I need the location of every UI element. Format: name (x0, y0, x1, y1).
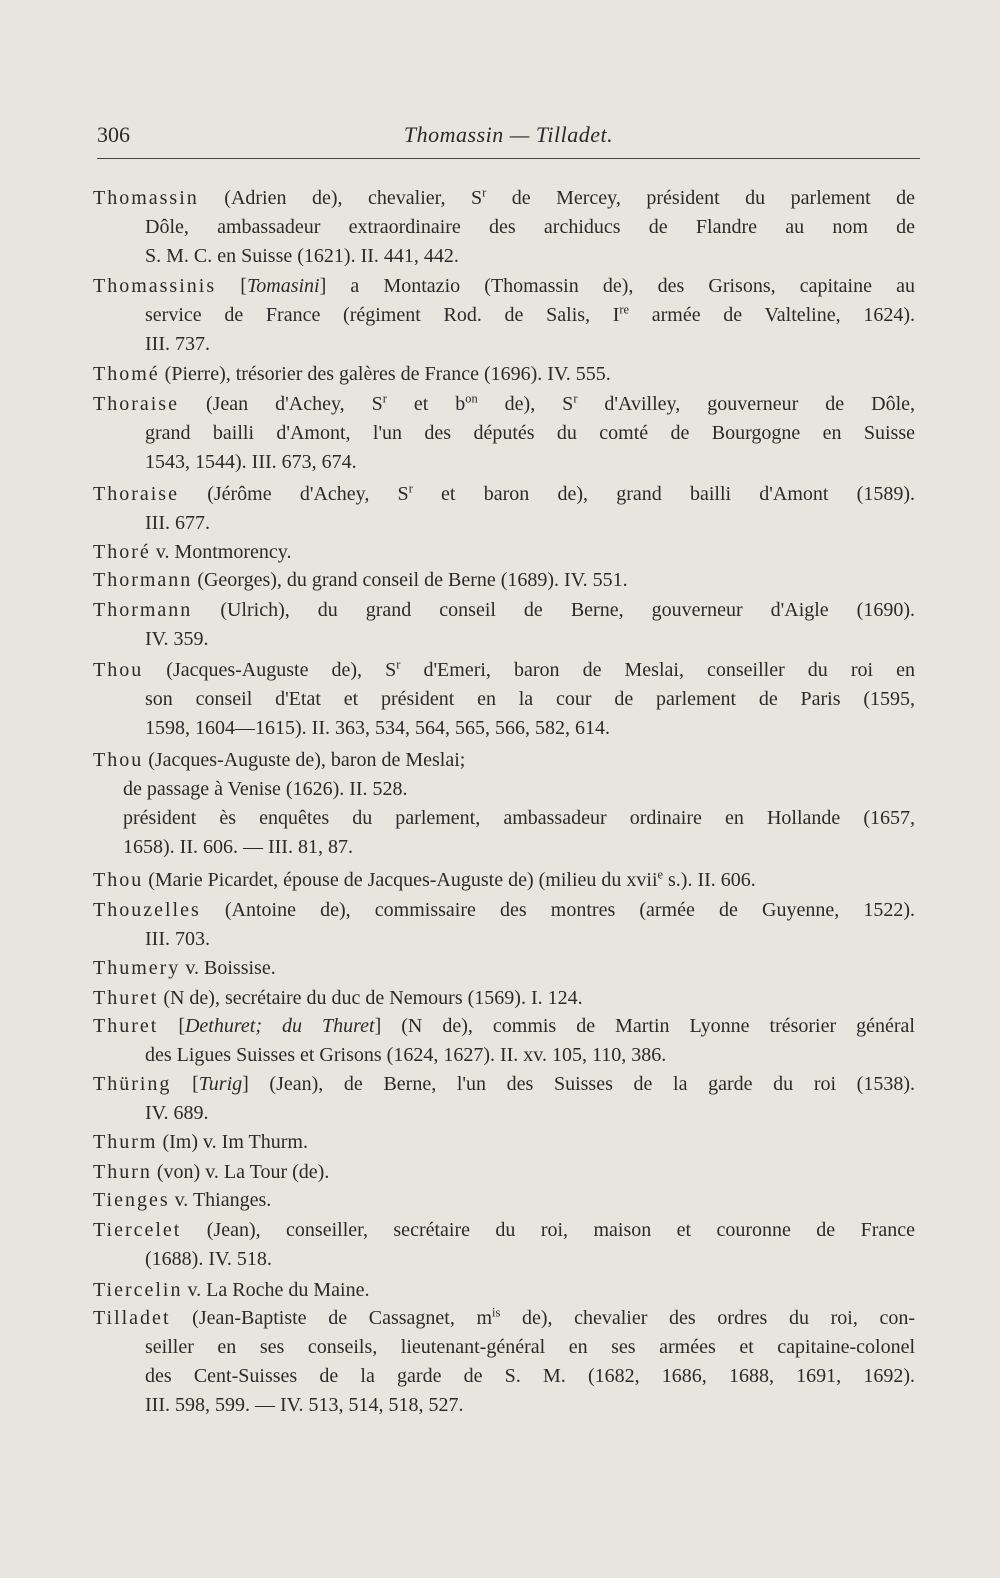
entry-text: (von) v. La Tour (de). (156, 1161, 330, 1183)
running-title: Thomassin — Tilladet. (403, 122, 614, 147)
entry-name: Thomé (93, 363, 160, 385)
entry-text: IV. 689. (145, 1102, 209, 1124)
entry-line (93, 625, 915, 654)
page-number: 306 (97, 122, 130, 147)
entry-line (93, 833, 915, 862)
entry-line (93, 1216, 915, 1245)
index-entry (93, 1276, 453, 1305)
entry-name: Thurn (93, 1161, 152, 1183)
entry-line (93, 1158, 413, 1187)
entry-line (93, 448, 915, 477)
index-entry (93, 896, 915, 954)
entry-text: (Georges), du grand conseil de Berne (1689). IV. 551. (197, 569, 628, 591)
entry-text: (N de), secrétaire du duc de Nemours (1569). I. 124. (163, 987, 583, 1009)
entry-line (93, 1333, 915, 1362)
entry-text: (Marie Picardet, épouse de Jacques-Auguste de) (milieu du xvii$^e$ s.). II. 606. (148, 867, 756, 891)
entry-text: (Jacques-Auguste de), $S^r$ d'Emeri, baron de Meslai, conseiller du roi en (166, 657, 916, 681)
entry-name: Thou (93, 749, 144, 771)
entry-line (93, 566, 793, 595)
entry-text: (Jean d'Achey, $S^r$ et $b^{on}$ de), $S^r$ d'Avilley, gouverneur de Dôle, (205, 391, 916, 415)
index-entry (93, 596, 915, 654)
entry-line (93, 1041, 915, 1070)
entry-text: III. 737. (145, 333, 210, 355)
entry-text: président ès enquêtes du parlement, ambassadeur ordinaire en Hollande (1657, (123, 807, 915, 829)
entry-text: son conseil d'Etat et président en la cour de parlement de Paris (1595, (145, 688, 915, 710)
entry-text: v. La Roche du Maine. (187, 1279, 370, 1301)
entry-line (93, 1128, 393, 1157)
entry-text: (Im) v. Im Thurm. (162, 1131, 308, 1153)
entry-text: seiller en ses conseils, lieutenant-général en ses armées et capitaine-colonel (145, 1336, 915, 1358)
entry-name: Thouzelles (93, 899, 201, 921)
entry-name: Tiercelin (93, 1279, 183, 1301)
entry-name: Thomassinis (93, 275, 217, 297)
index-entry (93, 360, 773, 389)
index-entry (93, 746, 915, 862)
index-entry (93, 656, 915, 743)
entry-text: v. Montmorency. (155, 541, 292, 563)
entry-line (93, 419, 915, 448)
entry-name: Thüring (93, 1073, 172, 1095)
index-entry (93, 1216, 915, 1274)
entry-line (93, 1099, 915, 1128)
entry-line (93, 1276, 453, 1305)
entry-text: IV. 359. (145, 628, 209, 650)
entry-line (93, 596, 915, 625)
entry-name: Thou (93, 869, 144, 891)
entry-text: [Tomasini] a Montazio (Thomassin de), des Grisons, capitaine au (240, 275, 916, 297)
entry-line (93, 775, 915, 804)
entry-line (93, 1304, 915, 1333)
entry-line (93, 1245, 915, 1274)
page-header (97, 118, 920, 159)
entry-line (93, 1391, 915, 1420)
entry-line (93, 714, 915, 743)
entry-name: Thomassin (93, 187, 199, 209)
entry-name: Thoraise (93, 393, 179, 415)
entry-text: III. 703. (145, 928, 210, 950)
entry-line (93, 301, 915, 330)
entry-text: 1658). II. 606. — III. 81, 87. (123, 836, 353, 858)
entry-text: de passage à Venise (1626). II. 528. (123, 778, 408, 800)
entry-text: Dôle, ambassadeur extraordinaire des archiducs de Flandre au nom de (145, 216, 915, 238)
entry-line (93, 804, 915, 833)
index-entry (93, 1158, 413, 1187)
entry-line (93, 1186, 393, 1215)
entry-name: Tilladet (93, 1307, 171, 1329)
entry-name: Thumery (93, 957, 181, 979)
index-entry (93, 1070, 915, 1128)
index-entry (93, 984, 773, 1013)
entry-text: service de France (régiment Rod. de Salis, Ire armée de Valteline, 1624). (145, 302, 915, 326)
entry-text: (Jacques-Auguste de), baron de Meslai; (148, 749, 466, 771)
entry-text: (1688). IV. 518. (145, 1248, 272, 1270)
entry-text: III. 598, 599. — IV. 513, 514, 518, 527. (145, 1394, 464, 1416)
entry-line (93, 866, 915, 895)
entry-text: (Jean), conseiller, secrétaire du roi, maison et couronne de France (206, 1219, 916, 1241)
entry-name: Thormann (93, 599, 193, 621)
index-entry (93, 1012, 915, 1070)
entry-text: (Antoine de), commissaire des montres (armée de Guyenne, 1522). (224, 899, 915, 921)
entry-line (93, 538, 393, 567)
entry-text: v. Thianges. (174, 1189, 272, 1211)
entry-name: Thou (93, 659, 144, 681)
index-entry (93, 1186, 393, 1215)
entry-line (93, 360, 773, 389)
entry-text: des Ligues Suisses et Grisons (1624, 1627). II. xv. 105, 110, 386. (145, 1044, 667, 1066)
index-entry (93, 954, 393, 983)
entry-text: 1598, 1604—1615). II. 363, 534, 564, 565, 566, 582, 614. (145, 717, 610, 739)
index-entry (93, 272, 915, 359)
entry-name: Thoré (93, 541, 151, 563)
entry-name: Tiercelet (93, 1219, 182, 1241)
index-entry (93, 538, 393, 567)
entry-text: (Ulrich), du grand conseil de Berne, gouverneur d'Aigle (1690). (220, 599, 916, 621)
entry-name: Thormann (93, 569, 193, 591)
index-entry (93, 1128, 393, 1157)
entry-line (93, 954, 393, 983)
entry-name: Thurm (93, 1131, 158, 1153)
entry-line (93, 330, 915, 359)
entry-line (93, 1070, 915, 1099)
entry-line (93, 272, 915, 301)
index-entry (93, 566, 793, 595)
index-entry (93, 390, 915, 477)
index-entry (93, 1304, 915, 1420)
entry-text: des Cent-Suisses de la garde de S. M. (1682, 1686, 1688, 1691, 1692). (145, 1365, 915, 1387)
entry-line (93, 509, 915, 538)
entry-text: [Dethuret; du Thuret] (N de), commis de Martin Lyonne trésorier général (178, 1015, 915, 1037)
entry-text: (Pierre), trésorier des galères de France (1696). IV. 555. (164, 363, 611, 385)
entry-name: Thoraise (93, 483, 179, 505)
entry-line (93, 746, 915, 775)
entry-text: III. 677. (145, 512, 210, 534)
entry-text: S. M. C. en Suisse (1621). II. 441, 442. (145, 245, 459, 267)
entry-name: Tienges (93, 1189, 170, 1211)
entry-line (93, 1012, 915, 1041)
entry-line (93, 184, 915, 213)
entry-line (93, 390, 915, 419)
entry-name: Thuret (93, 1015, 159, 1037)
entry-line (93, 656, 915, 685)
entry-text: (Jean-Baptiste de Cassagnet, $m^{is}$ de), chevalier des ordres du roi, con- (192, 1305, 916, 1329)
entry-line (93, 896, 915, 925)
entry-line (93, 685, 915, 714)
entry-text: (Adrien de), chevalier, $S^r$ de Mercey, président du parlement de (224, 185, 916, 209)
entry-line (93, 213, 915, 242)
entry-line (93, 984, 773, 1013)
entry-text: v. Boissise. (185, 957, 276, 979)
entry-line (93, 242, 915, 271)
index-entry (93, 184, 915, 271)
entry-line (93, 1362, 915, 1391)
entry-text: 1543, 1544). III. 673, 674. (145, 451, 357, 473)
index-entry (93, 480, 915, 538)
entry-text: (Jérôme d'Achey, $S^r$ et baron de), grand bailli d'Amont (1589). (207, 481, 915, 505)
entry-text: [Turig] (Jean), de Berne, l'un des Suisses de la garde du roi (1538). (192, 1073, 916, 1095)
entry-name: Thuret (93, 987, 159, 1009)
entry-text: grand bailli d'Amont, l'un des députés du comté de Bourgogne en Suisse (145, 422, 915, 444)
entry-line (93, 480, 915, 509)
entry-line (93, 925, 915, 954)
index-entry (93, 866, 915, 895)
